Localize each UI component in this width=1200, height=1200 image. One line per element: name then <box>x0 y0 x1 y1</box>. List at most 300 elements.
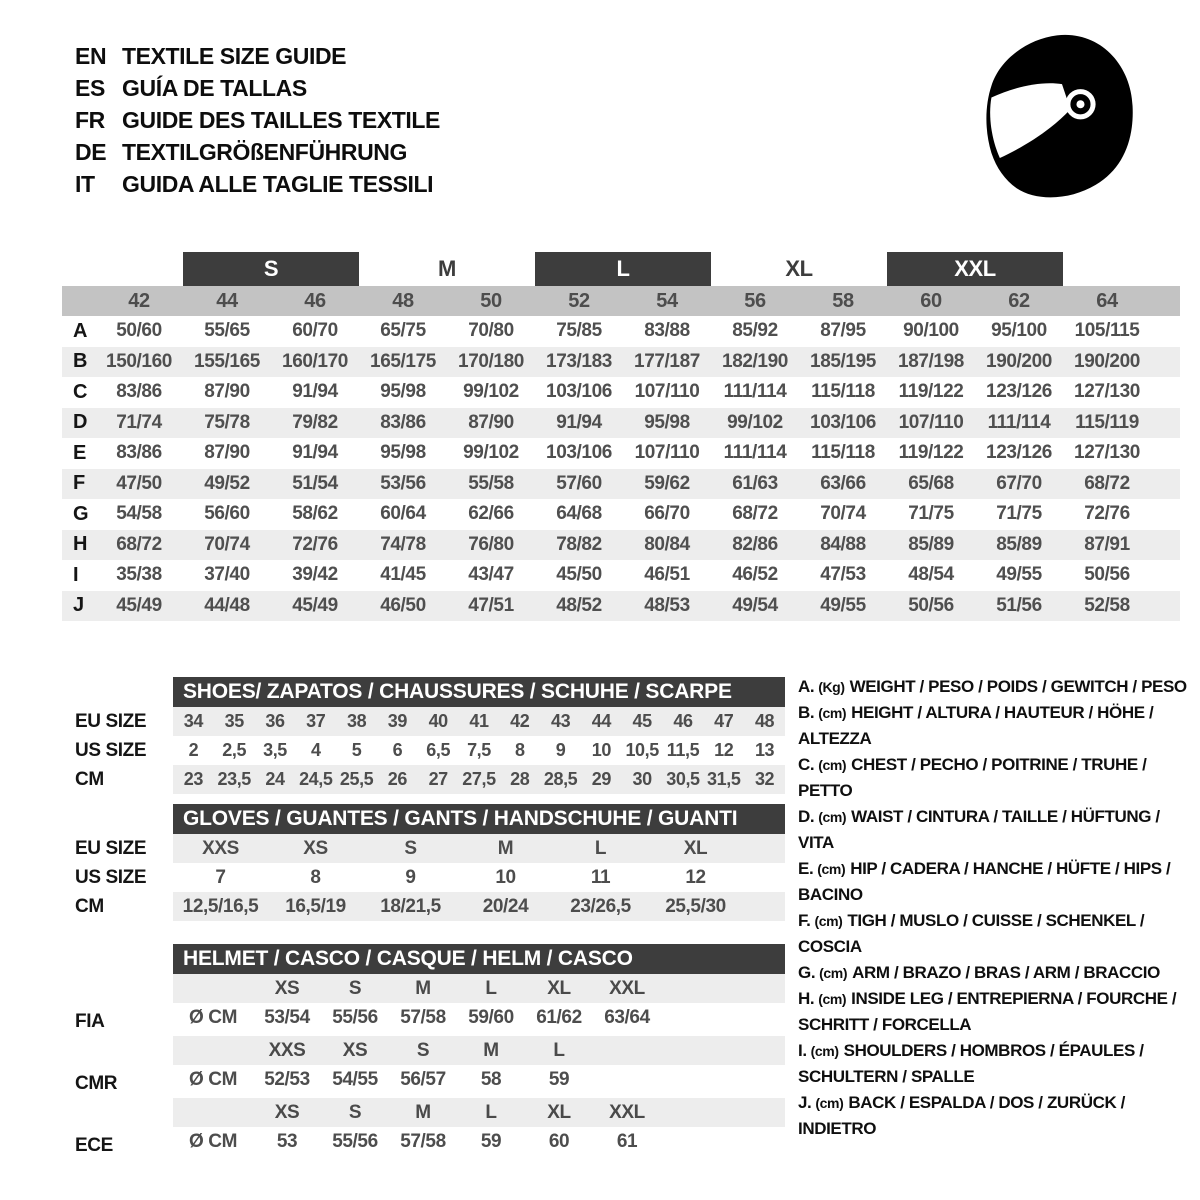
size-value: 76/80 <box>468 533 514 555</box>
size-cell: M <box>497 837 514 859</box>
size-value: 58/62 <box>292 503 338 525</box>
size-value: 87/91 <box>1084 533 1130 555</box>
size-cell: 12,5/16,5 <box>182 895 259 917</box>
row-label: US SIZE <box>75 866 147 888</box>
size-value: 91/94 <box>556 411 602 433</box>
size-value: 45/50 <box>556 564 602 586</box>
row-filler <box>1151 469 1180 500</box>
size-value: 46/50 <box>380 594 426 616</box>
size-value: 70/74 <box>204 533 250 555</box>
size-cell: 23 <box>183 769 204 789</box>
size-value: 170/180 <box>458 350 524 372</box>
helmet-size-label: XS <box>342 1039 368 1061</box>
size-value: 47/50 <box>116 472 162 494</box>
gloves-row-labels <box>62 834 173 921</box>
numeric-size: 44 <box>216 289 238 312</box>
size-value: 61/63 <box>732 472 778 494</box>
helmet-size-value: 59 <box>548 1068 570 1090</box>
size-value: 66/70 <box>644 503 690 525</box>
size-value: 57/60 <box>556 472 602 494</box>
size-value: 87/90 <box>204 442 250 464</box>
helmet-size-label: L <box>485 1101 497 1123</box>
size-value: 79/82 <box>292 411 338 433</box>
helmet-size-label: XL <box>547 977 571 999</box>
legend-unit: (Kg) <box>818 679 845 695</box>
size-value: 37/40 <box>204 564 250 586</box>
size-cell: 25,5/30 <box>665 895 726 917</box>
size-value: 95/98 <box>644 411 690 433</box>
size-cell: 38 <box>346 711 367 731</box>
size-cell: 34 <box>183 711 204 731</box>
helmet-standard-label-block <box>62 974 173 1036</box>
measurement-row <box>62 469 1180 500</box>
size-value: 41/45 <box>380 564 426 586</box>
legend-unit: (cm) <box>817 861 846 877</box>
helmet-size-value: 54/55 <box>332 1068 378 1090</box>
row-filler <box>593 1065 785 1094</box>
measurement-row-label: I <box>73 563 79 586</box>
size-value: 49/55 <box>996 564 1042 586</box>
size-value: 44/48 <box>204 594 250 616</box>
legend-text: CHEST / PECHO / POITRINE / TRUHE / PETTO <box>798 755 1147 800</box>
diameter-label: Ø CM <box>188 1130 237 1152</box>
size-value: 87/95 <box>820 320 866 342</box>
size-cell: 36 <box>265 711 285 731</box>
size-value: 70/80 <box>468 320 514 342</box>
size-value: 45/49 <box>292 594 338 616</box>
size-value: 35/38 <box>116 564 162 586</box>
size-value: 119/122 <box>898 442 964 464</box>
helmet-size-label: XS <box>274 1101 300 1123</box>
racing-helmet-icon <box>978 28 1146 204</box>
band-filler <box>1151 286 1180 316</box>
row-filler <box>1151 438 1180 469</box>
size-value: 107/110 <box>634 381 700 403</box>
size-cell: 10 <box>495 866 516 888</box>
size-cell: XXS <box>202 837 239 859</box>
helmet-size-value: 59/60 <box>468 1006 514 1028</box>
size-group-s: S <box>183 252 359 286</box>
band-spacer <box>1063 252 1151 286</box>
size-value: 185/195 <box>810 350 876 372</box>
size-cell: 6,5 <box>426 740 451 760</box>
helmet-size-label: XXL <box>609 977 645 999</box>
legend-key: E. <box>798 859 814 878</box>
size-value: 60/70 <box>292 320 338 342</box>
helmet-size-value: 55/56 <box>332 1130 378 1152</box>
size-value: 107/110 <box>634 442 700 464</box>
size-value: 123/126 <box>986 381 1052 403</box>
size-cell: 24 <box>265 769 285 789</box>
legend-unit: (cm) <box>810 1043 839 1059</box>
row-filler <box>1151 499 1180 530</box>
size-cell: 28,5 <box>543 769 578 789</box>
size-value: 75/85 <box>556 320 602 342</box>
legend-item <box>798 700 1196 752</box>
language-row <box>75 168 440 200</box>
size-value: 68/72 <box>1084 472 1130 494</box>
size-cell: 37 <box>306 711 326 731</box>
size-cell: 12 <box>685 866 706 888</box>
legend-item <box>798 674 1196 700</box>
size-value: 85/89 <box>908 533 954 555</box>
legend-text: INSIDE LEG / ENTREPIERNA / FOURCHE / <box>851 989 1177 1008</box>
language-code: IT <box>75 170 95 197</box>
language-code: DE <box>75 138 107 165</box>
legend-text: SHOULDERS / HOMBROS / ÉPAULES / <box>843 1041 1144 1060</box>
helmet-size-label: S <box>348 977 362 999</box>
size-cell: 2,5 <box>222 740 247 760</box>
measurement-row <box>62 316 1180 347</box>
size-cell: 26 <box>387 769 407 789</box>
numeric-size: 56 <box>744 289 766 312</box>
size-cell: 3,5 <box>263 740 287 760</box>
size-value: 72/76 <box>1084 503 1130 525</box>
legend-text: HEIGHT / ALTURA / HAUTEUR / HÖHE / ALTEZZA <box>798 703 1154 748</box>
language-code: EN <box>75 42 107 69</box>
shoes-row-labels <box>62 707 173 794</box>
legend-text-continued: SCHULTERN / SPALLE <box>798 1067 975 1086</box>
numeric-size: 62 <box>1008 289 1030 312</box>
size-value: 70/74 <box>820 503 866 525</box>
size-value: 99/102 <box>463 442 519 464</box>
helmet-size-label: L <box>485 977 497 999</box>
measurement-row-label: C <box>73 380 88 403</box>
size-value: 80/84 <box>644 533 690 555</box>
legend-item <box>798 1038 1196 1090</box>
helmet-value-row <box>173 1003 785 1032</box>
size-value: 45/49 <box>116 594 162 616</box>
gloves-size-rows <box>173 834 785 921</box>
size-cell: 43 <box>550 711 571 731</box>
language-row <box>75 104 440 136</box>
size-value: 50/60 <box>116 320 162 342</box>
size-value: 190/200 <box>986 350 1052 372</box>
size-cell: 4 <box>310 740 321 760</box>
size-value: 160/170 <box>282 350 348 372</box>
size-value: 84/88 <box>820 533 866 555</box>
legend-unit: (cm) <box>815 1095 844 1111</box>
size-value: 103/106 <box>546 442 612 464</box>
size-cell: 39 <box>387 711 407 731</box>
size-value: 91/94 <box>292 442 338 464</box>
helmet-standard-group <box>173 1098 785 1156</box>
size-value: 85/92 <box>732 320 778 342</box>
size-value: 99/102 <box>463 381 519 403</box>
gloves-section-title: GLOVES / GUANTES / GANTS / HANDSCHUHE / GUANTI <box>173 804 785 834</box>
size-group-xl: XL <box>785 256 813 281</box>
diameter-label: Ø CM <box>188 1068 237 1090</box>
size-cell: 40 <box>428 711 448 731</box>
size-value: 83/86 <box>116 442 162 464</box>
language-code: ES <box>75 74 105 101</box>
helmet-size-value: 57/58 <box>400 1006 446 1028</box>
helmet-section-title: HELMET / CASCO / CASQUE / HELM / CASCO <box>173 944 785 974</box>
size-value: 47/51 <box>468 594 514 616</box>
legend-key: I. <box>798 1041 807 1060</box>
size-value: 190/200 <box>1074 350 1140 372</box>
helmet-size-label: XXS <box>268 1039 306 1061</box>
size-value: 48/53 <box>644 594 690 616</box>
measurement-row-label: F <box>73 472 85 495</box>
size-value: 49/55 <box>820 594 866 616</box>
size-cell: 9 <box>405 866 416 888</box>
size-value: 95/98 <box>380 442 426 464</box>
size-value: 87/90 <box>468 411 514 433</box>
size-value: 95/98 <box>380 381 426 403</box>
size-value: 155/165 <box>194 350 260 372</box>
helmet-size-value: 63/64 <box>604 1006 650 1028</box>
helmet-size-label: XL <box>547 1101 571 1123</box>
size-cell: 11,5 <box>666 740 700 760</box>
size-value: 55/58 <box>468 472 514 494</box>
helmet-size-value: 61 <box>616 1130 638 1152</box>
size-value: 39/42 <box>292 564 338 586</box>
legend-unit: (cm) <box>818 809 847 825</box>
shoes-section-title: SHOES/ ZAPATOS / CHAUSSURES / SCHUHE / SCARPE <box>173 677 785 707</box>
helmet-size-value: 53/54 <box>264 1006 310 1028</box>
size-value: 62/66 <box>468 503 514 525</box>
legend-key: B. <box>798 703 815 722</box>
row-filler <box>1151 347 1180 378</box>
row-filler <box>743 834 785 863</box>
measurement-row <box>62 347 1180 378</box>
numeric-size-band <box>62 286 1180 316</box>
row-filler <box>661 1098 785 1127</box>
helmet-standard-label: CMR <box>75 1072 118 1094</box>
numeric-size: 52 <box>568 289 590 312</box>
helmet-size-label: S <box>416 1039 430 1061</box>
size-group-m: M <box>438 256 456 281</box>
size-value: 123/126 <box>986 442 1052 464</box>
legend-item <box>798 1090 1196 1142</box>
helmet-size-header-row <box>173 974 785 1003</box>
size-value: 182/190 <box>722 350 788 372</box>
size-cell: XS <box>303 837 328 859</box>
helmet-size-value: 59 <box>480 1130 502 1152</box>
row-filler <box>743 863 785 892</box>
size-value: 49/54 <box>732 594 778 616</box>
size-value: 83/88 <box>644 320 690 342</box>
legend-text: WAIST / CINTURA / TAILLE / HÜFTUNG / VITA <box>798 807 1160 852</box>
size-value: 111/114 <box>723 442 787 464</box>
legend-text: TIGH / MUSLO / CUISSE / SCHENKEL / COSCIA <box>798 911 1145 956</box>
size-value: 48/52 <box>556 594 602 616</box>
size-value: 83/86 <box>380 411 426 433</box>
size-value: 43/47 <box>468 564 514 586</box>
helmet-size-label: S <box>348 1101 362 1123</box>
size-cell: 35 <box>224 711 244 731</box>
size-value: 46/52 <box>732 564 778 586</box>
language-label: TEXTILGRÖßENFÜHRUNG <box>122 138 407 165</box>
helmet-size-label: M <box>415 977 431 999</box>
legend-unit: (cm) <box>814 913 843 929</box>
legend-unit: (cm) <box>818 705 847 721</box>
size-cell: 10,5 <box>625 740 659 760</box>
numeric-size: 42 <box>128 289 150 312</box>
size-value: 177/187 <box>634 350 700 372</box>
size-value: 91/94 <box>292 381 338 403</box>
size-cell: 7,5 <box>467 740 491 760</box>
size-value: 95/100 <box>991 320 1047 342</box>
numeric-size: 48 <box>392 289 414 312</box>
row-filler <box>661 974 785 1003</box>
language-row <box>75 40 440 72</box>
helmet-standard-label: ECE <box>75 1134 113 1156</box>
size-value: 56/60 <box>204 503 250 525</box>
size-value: 111/114 <box>723 381 787 403</box>
size-value: 103/106 <box>546 381 612 403</box>
size-value: 60/64 <box>380 503 426 525</box>
measurement-row <box>62 408 1180 439</box>
size-value: 52/58 <box>1084 594 1130 616</box>
legend-text: ARM / BRAZO / BRAS / ARM / BRACCIO <box>852 963 1160 982</box>
helmet-size-value: 60 <box>548 1130 570 1152</box>
size-value: 65/75 <box>380 320 426 342</box>
size-value: 71/75 <box>908 503 954 525</box>
language-label: TEXTILE SIZE GUIDE <box>122 42 347 69</box>
helmet-value-row <box>173 1065 785 1094</box>
size-value: 105/115 <box>1074 320 1140 342</box>
size-value: 75/78 <box>204 411 250 433</box>
size-value: 68/72 <box>116 533 162 555</box>
helmet-size-label: M <box>415 1101 431 1123</box>
size-value: 85/89 <box>996 533 1042 555</box>
measurement-row-label: D <box>73 411 88 434</box>
size-cell: 7 <box>215 866 226 888</box>
size-cell: XL <box>683 837 708 859</box>
numeric-size: 64 <box>1096 289 1118 312</box>
size-cell: 31,5 <box>707 769 741 789</box>
size-row <box>173 736 785 765</box>
measurement-row-label: A <box>73 319 88 342</box>
size-cell: 30 <box>632 769 652 789</box>
size-value: 119/122 <box>898 381 964 403</box>
spacer-cell <box>173 1098 253 1127</box>
size-value: 67/70 <box>996 472 1042 494</box>
size-value: 48/54 <box>908 564 954 586</box>
measurement-row <box>62 377 1180 408</box>
size-value: 78/82 <box>556 533 602 555</box>
size-cell: 25,5 <box>339 769 374 789</box>
helmet-value-row <box>173 1127 785 1156</box>
helmet-size-label: L <box>553 1039 565 1061</box>
size-cell: 13 <box>754 740 775 760</box>
helmet-standard-label: FIA <box>75 1010 105 1032</box>
row-filler <box>593 1036 785 1065</box>
helmet-size-label: XXL <box>609 1101 645 1123</box>
row-filler <box>1151 560 1180 591</box>
row-filler <box>1151 408 1180 439</box>
helmet-size-header-row <box>173 1098 785 1127</box>
size-cell: 47 <box>714 711 734 731</box>
size-cell: 23,5 <box>217 769 251 789</box>
helmet-size-value: 53 <box>276 1130 298 1152</box>
measurement-row <box>62 560 1180 591</box>
size-value: 115/118 <box>811 381 875 403</box>
size-value: 54/58 <box>116 503 162 525</box>
size-cell: S <box>404 837 417 859</box>
size-value: 82/86 <box>732 533 778 555</box>
helmet-size-label: XS <box>274 977 300 999</box>
row-filler <box>661 1127 785 1156</box>
helmet-size-header-row <box>173 1036 785 1065</box>
size-value: 99/102 <box>727 411 783 433</box>
row-label: US SIZE <box>75 739 147 761</box>
helmet-standard-label-block <box>62 1098 173 1160</box>
size-cell: 6 <box>392 740 403 760</box>
legend-key: H. <box>798 989 815 1008</box>
measurement-row <box>62 530 1180 561</box>
size-cell: 18/21,5 <box>380 895 441 917</box>
row-filler <box>1151 316 1180 347</box>
row-filler <box>1151 377 1180 408</box>
size-value: 115/118 <box>811 442 875 464</box>
helmet-standard-group <box>173 974 785 1032</box>
size-value: 50/56 <box>1084 564 1130 586</box>
row-filler <box>743 892 785 921</box>
legend-item <box>798 986 1196 1038</box>
size-cell: 30,5 <box>666 769 700 789</box>
band-filler <box>1151 252 1180 286</box>
legend-key: D. <box>798 807 815 826</box>
legend-text: WEIGHT / PESO / POIDS / GEWITCH / PESO <box>849 677 1187 696</box>
row-filler <box>1151 591 1180 622</box>
measurement-row-label: B <box>73 350 88 373</box>
size-value: 49/52 <box>204 472 250 494</box>
language-label: GUIDE DES TAILLES TEXTILE <box>122 106 440 133</box>
size-cell: 28 <box>510 769 530 789</box>
size-cell: 23/26,5 <box>570 895 631 917</box>
size-value: 68/72 <box>732 503 778 525</box>
size-row <box>173 707 785 736</box>
helmet-size-value: 56/57 <box>400 1068 446 1090</box>
band-spacer <box>95 252 183 286</box>
size-cell: 29 <box>591 769 611 789</box>
language-label: GUÍA DE TALLAS <box>122 74 307 101</box>
legend-key: G. <box>798 963 816 982</box>
legend-key: J. <box>798 1093 812 1112</box>
row-label: EU SIZE <box>75 710 147 732</box>
size-cell: 45 <box>632 711 652 731</box>
size-value: 127/130 <box>1074 442 1140 464</box>
size-value: 71/75 <box>996 503 1042 525</box>
size-cell: 44 <box>591 711 611 731</box>
helmet-size-rows <box>173 974 785 1160</box>
size-cell: 20/24 <box>482 895 529 917</box>
size-cell: 24,5 <box>299 769 333 789</box>
helmet-size-value: 57/58 <box>400 1130 446 1152</box>
size-value: 55/65 <box>204 320 250 342</box>
size-cell: L <box>594 837 607 859</box>
helmet-size-value: 61/62 <box>536 1006 582 1028</box>
legend-item <box>798 960 1196 986</box>
legend-unit: (cm) <box>819 965 848 981</box>
row-label: CM <box>75 768 104 790</box>
measurement-legend <box>798 674 1196 1142</box>
legend-item <box>798 752 1196 804</box>
helmet-standard-group <box>173 1036 785 1094</box>
size-value: 47/53 <box>820 564 866 586</box>
size-value: 63/66 <box>820 472 866 494</box>
size-value: 64/68 <box>556 503 602 525</box>
size-value: 72/76 <box>292 533 338 555</box>
row-label-spacer <box>62 286 95 316</box>
size-value: 59/62 <box>644 472 690 494</box>
size-value: 65/68 <box>908 472 954 494</box>
size-cell: 27,5 <box>462 769 496 789</box>
legend-key: F. <box>798 911 811 930</box>
